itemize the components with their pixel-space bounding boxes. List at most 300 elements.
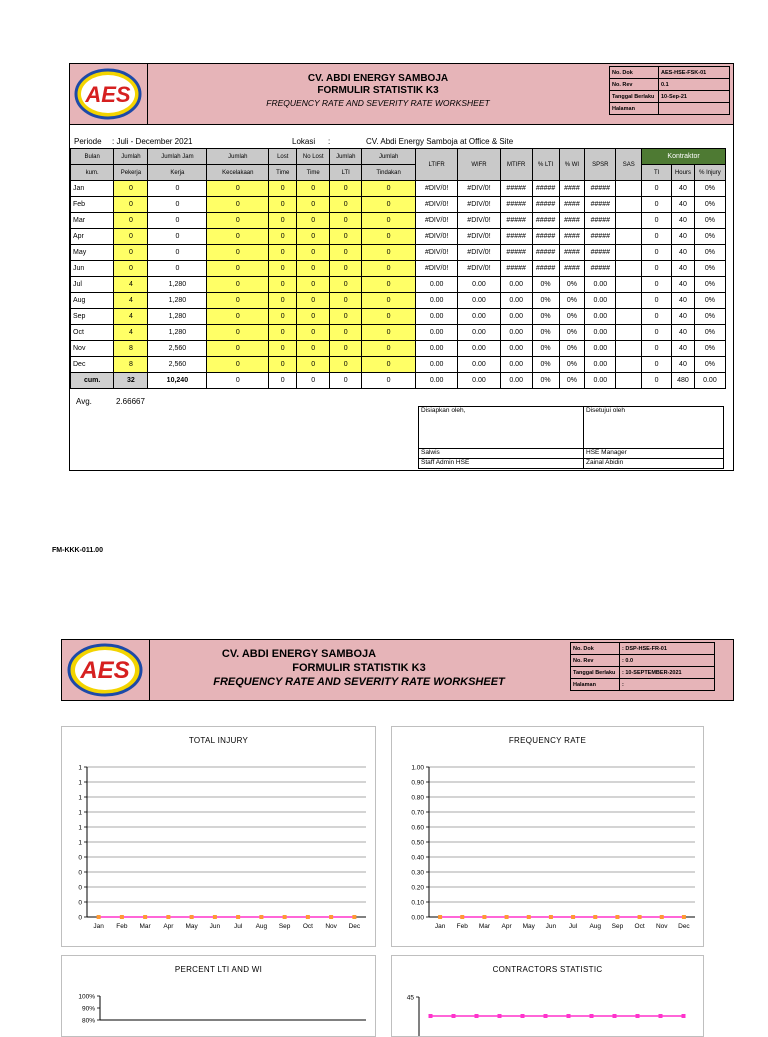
table-cell: Aug (71, 293, 114, 309)
data-point (259, 915, 263, 919)
table-row (71, 357, 726, 373)
table-cell: 0 (330, 309, 362, 325)
table-cell: 0.00 (415, 277, 457, 293)
doc-label: Tanggal Berlaku (571, 667, 620, 679)
table-cell: 0% (532, 325, 559, 341)
table-cell: 0 (207, 341, 269, 357)
table-cell: ##### (585, 245, 616, 261)
table-cell: #DIV/0! (458, 261, 500, 277)
form-subtitle: FREQUENCY RATE AND SEVERITY RATE WORKSHEET (266, 98, 490, 108)
table-cell: 0 (114, 261, 148, 277)
table-cell: 0% (694, 293, 725, 309)
approved-by-label: Disetujui oleh (584, 407, 724, 449)
table-cell: Oct (71, 325, 114, 341)
y-tick-label: 0.50 (411, 839, 424, 847)
table-cell: Nov (71, 341, 114, 357)
table-cell: 0% (694, 197, 725, 213)
column-header: Jumlah (330, 149, 362, 165)
table-cell: 0.00 (458, 341, 500, 357)
table-cell: 0 (207, 261, 269, 277)
table-cell: 0% (694, 261, 725, 277)
table-cell: 0 (207, 229, 269, 245)
table-row (71, 245, 726, 261)
table-cell: 0 (269, 181, 297, 197)
table-cell: 0% (559, 277, 585, 293)
table-cell: 0% (694, 277, 725, 293)
data-point (567, 1014, 571, 1018)
y-tick-label: 1 (78, 764, 82, 772)
x-tick-label: Sep (611, 923, 624, 930)
x-tick-label: Jan (93, 923, 104, 930)
data-point (236, 915, 240, 919)
logo-icon (62, 640, 149, 700)
header-row (71, 149, 726, 165)
table-cell: 0 (642, 229, 672, 245)
table-cell: 0% (694, 309, 725, 325)
table-cell: 4 (114, 325, 148, 341)
table-cell: 40 (672, 341, 695, 357)
table-cell: ##### (500, 245, 532, 261)
data-point (438, 915, 442, 919)
data-point (498, 1014, 502, 1018)
company-logo (70, 64, 148, 124)
table-cell: 0% (694, 245, 725, 261)
column-subheader: % Injury (694, 165, 725, 181)
doc-info-table (609, 66, 730, 115)
table-cell: 0 (297, 309, 330, 325)
lokasi-label: Lokasi (292, 137, 316, 146)
table-cell: #### (559, 181, 585, 197)
table-cell: 0 (269, 277, 297, 293)
doc-label: Tanggal Berlaku (610, 91, 659, 103)
x-tick-label: Oct (634, 923, 645, 930)
column-subheader: Time (269, 165, 297, 181)
data-point (638, 915, 642, 919)
table-cell: 0 (297, 213, 330, 229)
table-cell: 0.00 (415, 309, 457, 325)
data-point (682, 1014, 686, 1018)
doc-value: : 0.0 (620, 655, 715, 667)
y-tick-label: 100% (78, 993, 95, 1001)
y-tick-label: 0 (78, 914, 82, 922)
table-cell: 0 (297, 357, 330, 373)
data-point (143, 915, 147, 919)
y-tick-label: 0.00 (411, 914, 424, 922)
table-cell: ##### (585, 213, 616, 229)
column-subheader: Pekerja (114, 165, 148, 181)
cum-cell: 480 (672, 373, 695, 389)
table-cell (616, 245, 642, 261)
table-cell: 0 (642, 325, 672, 341)
cum-cell: cum. (71, 373, 114, 389)
column-header: SPSR (585, 149, 616, 181)
x-tick-label: Jul (568, 923, 578, 930)
table-cell: 1,280 (148, 277, 207, 293)
table-cell: 0 (362, 309, 416, 325)
table-cell: 0 (330, 197, 362, 213)
table-row (71, 277, 726, 293)
table-cell: May (71, 245, 114, 261)
data-point (660, 915, 664, 919)
y-tick-label: 1 (78, 779, 82, 787)
header-titles (147, 64, 609, 124)
data-point (590, 1014, 594, 1018)
table-cell: Feb (71, 197, 114, 213)
cum-cell: 0% (532, 373, 559, 389)
table-cell: 0% (532, 341, 559, 357)
chart-svg (392, 727, 703, 946)
column-header: % WI (559, 149, 585, 181)
table-cell: #DIV/0! (458, 181, 500, 197)
table-cell: 0 (297, 325, 330, 341)
column-subheader: TI (642, 165, 672, 181)
data-point (482, 915, 486, 919)
x-tick-label: Jun (545, 923, 557, 930)
table-cell: 0 (148, 229, 207, 245)
table-cell: ##### (500, 261, 532, 277)
table-cell: ##### (532, 181, 559, 197)
table-cell: #### (559, 197, 585, 213)
table-cell: 0 (362, 293, 416, 309)
doc-value: 0.1 (659, 79, 730, 91)
table-cell: 1,280 (148, 293, 207, 309)
prepared-by-label: Disiapkan oleh, (419, 407, 584, 449)
chart-svg (392, 956, 703, 1036)
column-subheader: Tindakan (362, 165, 416, 181)
table-cell: 0 (330, 293, 362, 309)
logo-text: AES (80, 657, 130, 684)
table-cell: 0 (297, 341, 330, 357)
table-row (71, 181, 726, 197)
table-cell: 0 (297, 277, 330, 293)
header-band (70, 64, 733, 125)
table-cell: 0 (114, 213, 148, 229)
header-titles-bottom (149, 640, 569, 700)
table-cell: 0 (269, 293, 297, 309)
y-tick-label: 0.90 (411, 779, 424, 787)
x-tick-label: May (522, 923, 535, 930)
table-cell (616, 325, 642, 341)
table-cell: #### (559, 213, 585, 229)
cum-cell: 0 (269, 373, 297, 389)
chart-percent-lti-wi (61, 955, 376, 1037)
doc-info-table-bottom (570, 642, 715, 691)
table-cell: 0.00 (585, 341, 616, 357)
data-point (166, 915, 170, 919)
y-tick-label: 1 (78, 809, 82, 817)
table-cell: Apr (71, 229, 114, 245)
table-cell: 0 (297, 229, 330, 245)
doc-label: Halaman (571, 679, 620, 691)
x-tick-label: Aug (255, 923, 268, 930)
table-cell: 0.00 (458, 277, 500, 293)
table-cell: 0.00 (458, 325, 500, 341)
data-point (544, 1014, 548, 1018)
x-tick-label: Mar (139, 923, 151, 930)
prepared-role: Staff Admin HSE (419, 459, 584, 469)
table-cell: 0% (694, 325, 725, 341)
table-cell: 0 (362, 277, 416, 293)
table-cell: 0 (362, 213, 416, 229)
y-tick-label: 1 (78, 824, 82, 832)
table-cell: ##### (532, 197, 559, 213)
table-cell: ##### (500, 213, 532, 229)
cum-cell: 0 (642, 373, 672, 389)
avg-value: 2.66667 (116, 397, 145, 406)
data-point (213, 915, 217, 919)
x-tick-label: Dec (348, 923, 361, 930)
table-cell: 0 (330, 213, 362, 229)
data-point (190, 915, 194, 919)
table-cell: #### (559, 261, 585, 277)
table-cell: 0% (532, 293, 559, 309)
doc-value (659, 103, 730, 115)
table-cell: 0 (642, 309, 672, 325)
chart-contractors-statistic (391, 955, 704, 1037)
data-point (527, 915, 531, 919)
table-cell: 0 (207, 357, 269, 373)
table-cell: 0% (559, 325, 585, 341)
table-cell: #DIV/0! (415, 229, 457, 245)
y-tick-label: 0.60 (411, 824, 424, 832)
data-point (460, 915, 464, 919)
y-tick-label: 45 (406, 994, 414, 1002)
table-cell: 1,280 (148, 309, 207, 325)
x-tick-label: Aug (589, 923, 602, 930)
chart-sheet-header (61, 639, 734, 701)
data-point (329, 915, 333, 919)
table-cell: 0 (207, 293, 269, 309)
table-cell (616, 197, 642, 213)
column-subheader: Hours (672, 165, 695, 181)
y-tick-label: 1 (78, 794, 82, 802)
table-cell: 0 (362, 341, 416, 357)
chart-svg (62, 727, 375, 946)
table-cell: 0 (148, 261, 207, 277)
x-tick-label: Oct (302, 923, 313, 930)
table-cell: 0 (269, 309, 297, 325)
chart-title: FREQUENCY RATE (508, 736, 587, 745)
table-cell: 0 (148, 181, 207, 197)
table-cell: ##### (532, 245, 559, 261)
table-cell (616, 309, 642, 325)
table-cell: 0 (269, 261, 297, 277)
cum-cell: 32 (114, 373, 148, 389)
x-tick-label: Nov (325, 923, 337, 930)
table-cell: 0.00 (458, 357, 500, 373)
chart-title: CONTRACTORS STATISTIC (492, 965, 603, 974)
table-cell: 0 (114, 197, 148, 213)
data-point (549, 915, 553, 919)
table-cell: ##### (532, 261, 559, 277)
column-subheader: Time (297, 165, 330, 181)
data-point (682, 915, 686, 919)
table-cell: 0.00 (458, 293, 500, 309)
column-header: % LTI (532, 149, 559, 181)
doc-label: No. Dok (610, 67, 659, 79)
table-cell: 0 (269, 325, 297, 341)
table-cell: 0 (330, 357, 362, 373)
table-cell: 2,560 (148, 341, 207, 357)
data-point (521, 1014, 525, 1018)
data-point (120, 915, 124, 919)
table-cell: #DIV/0! (415, 197, 457, 213)
form-code: FM-KKK-011.00 (52, 547, 103, 554)
table-cell: 0% (694, 357, 725, 373)
table-cell: #### (559, 229, 585, 245)
table-cell: 0 (362, 197, 416, 213)
form-title: FORMULIR STATISTIK K3 (292, 662, 426, 674)
table-cell: 0 (362, 261, 416, 277)
column-header-kontraktor: Kontraktor (642, 149, 726, 165)
table-cell: 0.00 (415, 341, 457, 357)
company-logo-bottom (62, 640, 150, 700)
table-cell: 0 (207, 181, 269, 197)
table-row (71, 341, 726, 357)
table-cell: 0 (207, 213, 269, 229)
company-name: CV. ABDI ENERGY SAMBOJA (307, 73, 449, 84)
prepared-name: Salwis (419, 449, 584, 459)
avg-label: Avg. (76, 397, 92, 406)
table-cell: 0 (207, 325, 269, 341)
column-subheader: Kecelakaan (207, 165, 269, 181)
table-cell: ##### (585, 197, 616, 213)
table-cell: 0 (269, 245, 297, 261)
table-cell: 0 (114, 245, 148, 261)
table-cell: 0 (362, 357, 416, 373)
table-row (71, 229, 726, 245)
cum-cell (616, 373, 642, 389)
table-cell: 0.00 (415, 325, 457, 341)
table-cell: 0 (207, 309, 269, 325)
x-tick-label: Dec (678, 923, 690, 930)
table-cell: 1,280 (148, 325, 207, 341)
table-cell: 0% (559, 309, 585, 325)
table-cell: 0 (642, 261, 672, 277)
table-cell: 0 (148, 245, 207, 261)
table-cell: 4 (114, 309, 148, 325)
table-cell: 0% (559, 341, 585, 357)
table-cell: Sep (71, 309, 114, 325)
y-tick-label: 0 (78, 854, 82, 862)
table-cell: #DIV/0! (415, 181, 457, 197)
y-tick-label: 0.10 (411, 899, 424, 907)
doc-label: No. Rev (571, 655, 620, 667)
logo-text: AES (85, 82, 131, 107)
lokasi-value: CV. Abdi Energy Samboja at Office & Site (366, 137, 514, 146)
table-cell: 0 (207, 245, 269, 261)
table-cell: 0 (362, 181, 416, 197)
table-cell: 0% (559, 293, 585, 309)
table-cell: ##### (585, 229, 616, 245)
chart-title: TOTAL INJURY (188, 736, 249, 745)
table-cell: 0 (642, 277, 672, 293)
periode-value: : Juli - December 2021 (112, 137, 193, 146)
table-cell: 0% (532, 357, 559, 373)
doc-value: : (620, 679, 715, 691)
x-tick-label: Mar (478, 923, 491, 930)
table-cell: 0 (330, 229, 362, 245)
data-point (593, 915, 597, 919)
table-cell: 0 (330, 261, 362, 277)
doc-label: Halaman (610, 103, 659, 115)
table-cell: ##### (500, 181, 532, 197)
table-cell: #DIV/0! (458, 245, 500, 261)
table-cell: ##### (585, 181, 616, 197)
table-cell: 40 (672, 293, 695, 309)
column-header: Jumlah (207, 149, 269, 165)
table-cell: 0.00 (500, 293, 532, 309)
table-cell: 0 (269, 341, 297, 357)
table-cell: 0 (269, 213, 297, 229)
data-point (283, 915, 287, 919)
y-tick-label: 0.20 (411, 884, 424, 892)
table-cell: 0 (297, 181, 330, 197)
table-cell: 0 (362, 229, 416, 245)
column-header: Bulan (71, 149, 114, 165)
table-cell: 0.00 (500, 357, 532, 373)
table-cell: 8 (114, 357, 148, 373)
company-name: CV. ABDI ENERGY SAMBOJA (221, 648, 377, 660)
doc-value: : 10-SEPTEMBER-2021 (620, 667, 715, 679)
table-row (71, 261, 726, 277)
column-subheader: kum. (71, 165, 114, 181)
form-title: FORMULIR STATISTIK K3 (317, 85, 439, 96)
table-cell: 0 (642, 293, 672, 309)
column-header: Lost (269, 149, 297, 165)
table-cell: 4 (114, 277, 148, 293)
table-cell: 0 (297, 245, 330, 261)
table-cell: 0 (297, 197, 330, 213)
column-header: SAS (616, 149, 642, 181)
cumulative-row (71, 373, 726, 389)
y-tick-label: 1 (78, 839, 82, 847)
column-subheader: LTI (330, 165, 362, 181)
y-tick-label: 1.00 (411, 764, 424, 772)
table-cell (616, 341, 642, 357)
column-header: WIFR (458, 149, 500, 181)
column-header: Jumlah Jam (148, 149, 207, 165)
table-cell: 0 (642, 341, 672, 357)
table-cell: Mar (71, 213, 114, 229)
table-cell: 40 (672, 213, 695, 229)
table-cell: 0 (642, 357, 672, 373)
data-point (615, 915, 619, 919)
table-cell: Jun (71, 261, 114, 277)
table-cell: 0% (532, 277, 559, 293)
table-cell: Jul (71, 277, 114, 293)
x-tick-label: Nov (655, 923, 668, 930)
table-cell: 0 (207, 197, 269, 213)
cum-cell: 0.00 (585, 373, 616, 389)
table-cell: #DIV/0! (458, 229, 500, 245)
y-tick-label: 80% (81, 1017, 95, 1025)
table-cell: Dec (71, 357, 114, 373)
table-cell: 40 (672, 325, 695, 341)
table-cell: 40 (672, 277, 695, 293)
table-cell: 0 (269, 229, 297, 245)
table-cell: 0.00 (500, 277, 532, 293)
cum-cell: 0.00 (415, 373, 457, 389)
column-header: Jumlah (362, 149, 416, 165)
table-cell: #DIV/0! (415, 261, 457, 277)
table-cell: 0.00 (415, 357, 457, 373)
data-point (505, 915, 509, 919)
cum-cell: 0 (207, 373, 269, 389)
table-cell: 0 (362, 245, 416, 261)
column-subheader: Kerja (148, 165, 207, 181)
table-cell: 0.00 (585, 325, 616, 341)
